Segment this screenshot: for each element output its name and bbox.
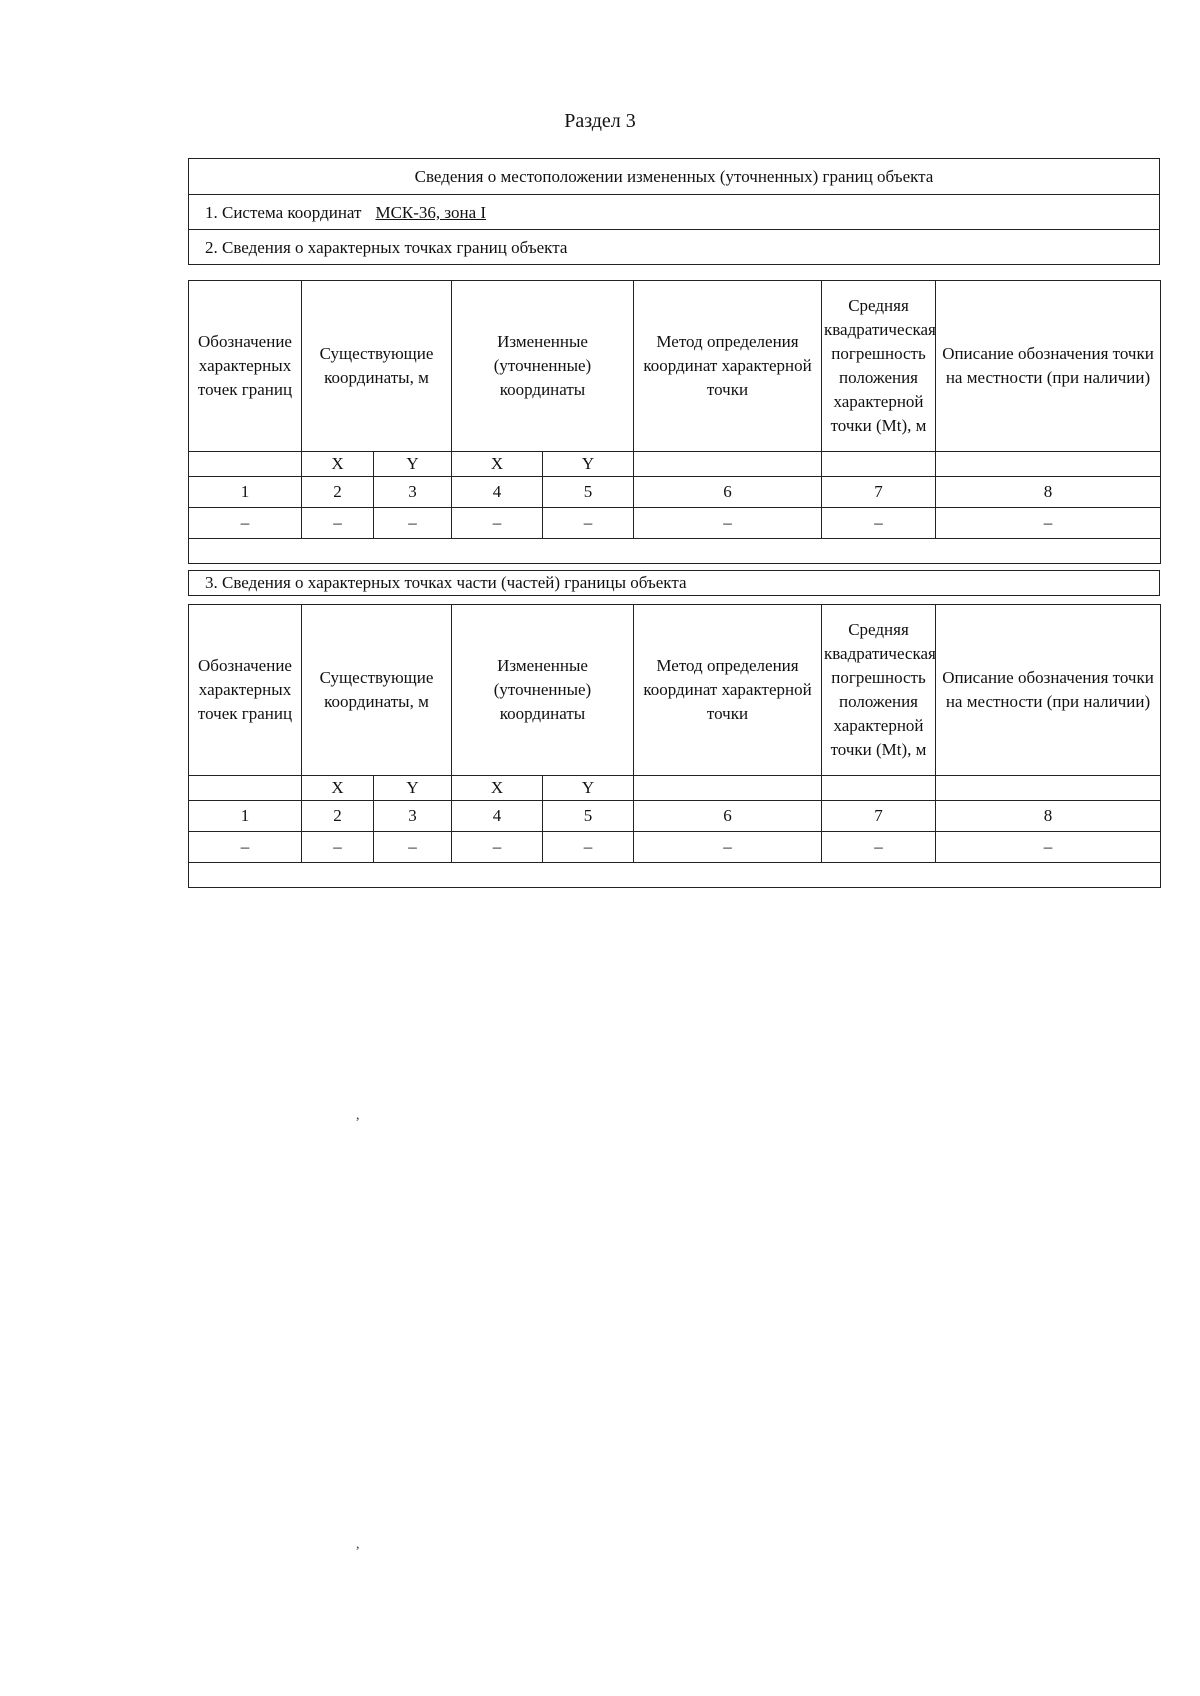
- header-error: Средняя квадратическая погрешность положения характерной точки (Mt), м: [822, 605, 936, 776]
- column-number: 3: [374, 477, 452, 508]
- xy-empty: [189, 776, 302, 801]
- column-number: 7: [822, 801, 936, 832]
- column-number: 4: [452, 477, 543, 508]
- header-existing-x: X: [302, 452, 374, 477]
- blank-row: [189, 863, 1161, 888]
- coord-system-label: 1. Система координат: [205, 203, 362, 222]
- cell-dash: –: [822, 508, 936, 539]
- coord-system-value: МСК-36, зона I: [375, 203, 487, 222]
- column-number: 1: [189, 477, 302, 508]
- xy-empty: [936, 776, 1161, 801]
- column-number: 7: [822, 477, 936, 508]
- xy-empty: [634, 776, 822, 801]
- column-number: 5: [543, 801, 634, 832]
- table-row: [189, 508, 1161, 539]
- cell-dash: –: [543, 832, 634, 863]
- header-existing-x: X: [302, 776, 374, 801]
- column-number: 3: [374, 801, 452, 832]
- header-changed-x: X: [452, 776, 543, 801]
- section-heading: Сведения о местоположении измененных (уточненных) границ объекта: [414, 167, 934, 186]
- header-method: Метод определения координат характерной точки: [634, 605, 822, 776]
- header-existing-y: Y: [374, 452, 452, 477]
- cell-dash: –: [936, 508, 1161, 539]
- column-number: 2: [302, 477, 374, 508]
- column-number: 2: [302, 801, 374, 832]
- cell-dash: –: [634, 832, 822, 863]
- cell-dash: –: [189, 508, 302, 539]
- column-number: 5: [543, 477, 634, 508]
- section-info-box: [188, 158, 1160, 265]
- header-changed-coords: Измененные (уточненные) координаты: [452, 281, 634, 452]
- header-existing-y: Y: [374, 776, 452, 801]
- scan-speck: ,: [356, 1537, 360, 1552]
- header-existing-coords: Существующие координаты, м: [302, 281, 452, 452]
- part-heading: 3. Сведения о характерных точках части (частей) границы объекта: [205, 573, 687, 592]
- header-description: Описание обозначения точки на местности (при наличии): [936, 281, 1161, 452]
- xy-empty: [634, 452, 822, 477]
- column-number-row: [189, 477, 1161, 508]
- column-number-row: [189, 801, 1161, 832]
- cell-dash: –: [543, 508, 634, 539]
- column-number: 1: [189, 801, 302, 832]
- column-number: 4: [452, 801, 543, 832]
- blank-row: [189, 539, 1161, 564]
- boundary-points-table: [188, 280, 1161, 564]
- scan-speck: ,: [356, 1108, 360, 1123]
- cell-dash: –: [302, 508, 374, 539]
- header-method: Метод определения координат характерной точки: [634, 281, 822, 452]
- cell-dash: –: [452, 508, 543, 539]
- xy-empty: [822, 776, 936, 801]
- column-number: 6: [634, 801, 822, 832]
- header-changed-y: Y: [543, 776, 634, 801]
- cell-dash: –: [822, 832, 936, 863]
- cell-dash: –: [374, 832, 452, 863]
- column-number: 8: [936, 801, 1161, 832]
- cell-dash: –: [452, 832, 543, 863]
- header-description: Описание обозначения точки на местности (при наличии): [936, 605, 1161, 776]
- part-points-table: [188, 604, 1161, 888]
- cell-dash: –: [189, 832, 302, 863]
- cell-dash: –: [302, 832, 374, 863]
- xy-empty: [189, 452, 302, 477]
- header-changed-y: Y: [543, 452, 634, 477]
- header-existing-coords: Существующие координаты, м: [302, 605, 452, 776]
- cell-dash: –: [936, 832, 1161, 863]
- page-title: Раздел 3: [564, 110, 636, 132]
- column-number: 6: [634, 477, 822, 508]
- header-error: Средняя квадратическая погрешность положения характерной точки (Mt), м: [822, 281, 936, 452]
- xy-empty: [822, 452, 936, 477]
- xy-empty: [936, 452, 1161, 477]
- cell-dash: –: [374, 508, 452, 539]
- table-row: [189, 832, 1161, 863]
- header-designation: Обозначение характерных точек границ: [189, 605, 302, 776]
- header-designation: Обозначение характерных точек границ: [189, 281, 302, 452]
- column-number: 8: [936, 477, 1161, 508]
- coord-system-row: [189, 194, 1159, 229]
- header-changed-coords: Измененные (уточненные) координаты: [452, 605, 634, 776]
- points-heading: 2. Сведения о характерных точках границ объекта: [189, 229, 1159, 264]
- header-changed-x: X: [452, 452, 543, 477]
- cell-dash: –: [634, 508, 822, 539]
- part-heading-box: [188, 570, 1160, 596]
